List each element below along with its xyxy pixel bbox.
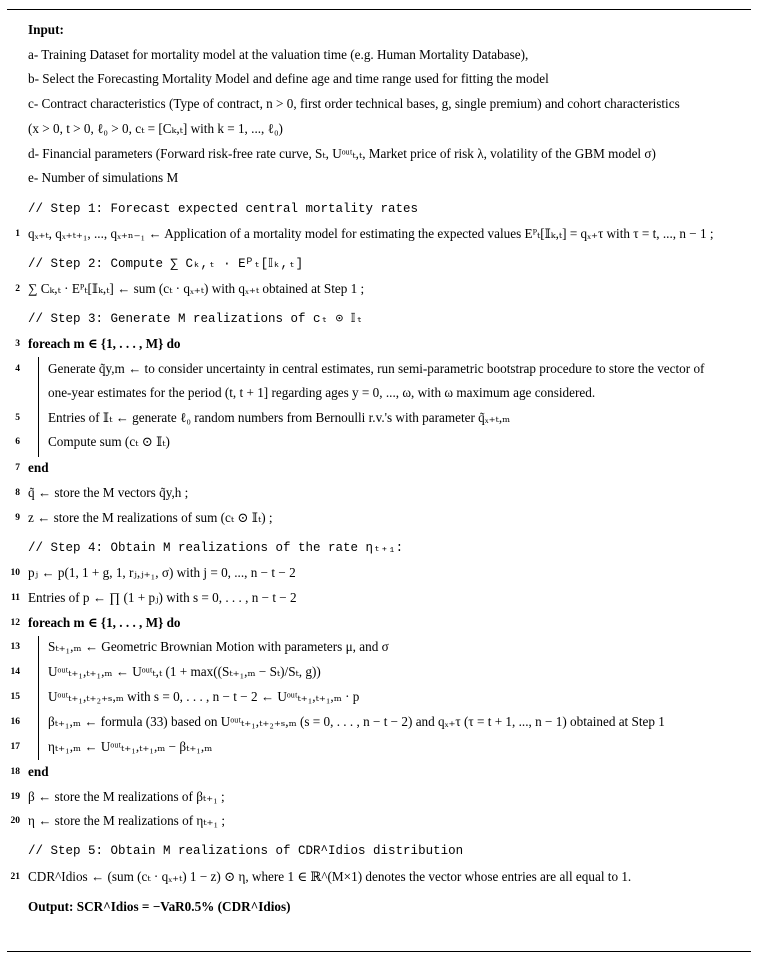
line-number: 13	[10, 642, 20, 652]
foreach-block-bar-1	[38, 357, 39, 457]
line-number: 20	[10, 816, 20, 826]
line-number: 9	[15, 513, 20, 523]
line-number: 10	[10, 568, 20, 578]
input-label: Input:	[28, 22, 64, 37]
line-number: 11	[11, 593, 20, 603]
line-number: 4	[15, 364, 20, 374]
line-number: 7	[15, 463, 20, 473]
line-number: 14	[10, 667, 20, 677]
line-number: 12	[10, 618, 20, 628]
line-number: 6	[15, 437, 20, 447]
line-number: 5	[15, 413, 20, 423]
output-formula: Output: SCR^Idios = −VaR0.5% (CDR^Idios)	[28, 899, 291, 914]
line-number: 1	[15, 229, 20, 239]
line-number: 17	[10, 742, 20, 752]
line-number: 2	[15, 284, 20, 294]
line-number: 19	[10, 792, 20, 802]
line-number: 8	[15, 488, 20, 498]
line-number: 3	[15, 339, 20, 349]
foreach-block-bar-2	[38, 636, 39, 760]
line-number: 18	[10, 767, 20, 777]
line-number: 16	[10, 717, 20, 727]
bottom-rule	[7, 951, 751, 952]
top-rule	[7, 9, 751, 10]
line-number: 21	[10, 872, 20, 882]
line-number: 15	[10, 692, 20, 702]
